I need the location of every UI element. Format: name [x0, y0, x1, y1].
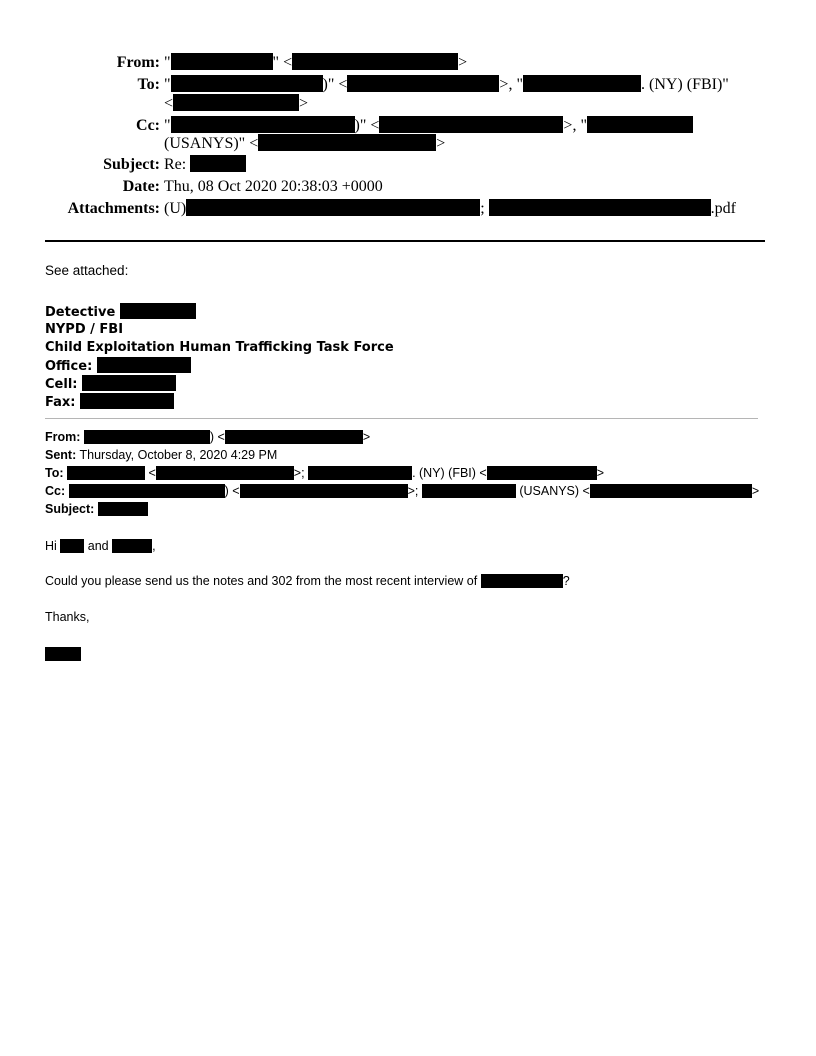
fwd-sent-label: Sent:: [45, 448, 77, 462]
address-open: )" <: [322, 76, 348, 93]
redaction-block: [84, 430, 210, 444]
redaction-block: [587, 116, 693, 133]
address-open: ) <: [209, 430, 225, 444]
redaction-block: [186, 199, 480, 216]
redaction-block: [487, 466, 597, 480]
forwarded-subject-line: [45, 500, 148, 518]
redaction-block: [112, 539, 152, 553]
address-close: >: [362, 430, 371, 444]
fwd-from-label: From:: [45, 430, 81, 444]
forwarded-cc-line: [45, 482, 759, 500]
forward-divider: [45, 418, 758, 419]
request-end: ?: [562, 574, 570, 588]
separator: >, ": [499, 76, 523, 93]
redaction-block: [67, 466, 145, 480]
fwd-cc-label: Cc:: [45, 484, 66, 498]
redaction-block: [240, 484, 408, 498]
signature-task-force: Child Exploitation Human Trafficking Task Force: [45, 340, 394, 355]
redaction-block: [120, 303, 196, 319]
fwd-subject-label: Subject:: [45, 502, 95, 516]
address-close: >: [751, 484, 760, 498]
address-open: )" <: [354, 117, 380, 134]
redaction-block: [80, 393, 174, 409]
signature-unit: NYPD / FBI: [45, 322, 124, 337]
quote: ": [164, 76, 171, 93]
redaction-block: [60, 539, 84, 553]
redaction-block: [69, 484, 225, 498]
to-affiliation: . (NY) (FBI) <: [412, 466, 487, 480]
redaction-block: [308, 466, 412, 480]
subject-label: Subject:: [103, 156, 160, 173]
redaction-block: [590, 484, 752, 498]
separator: >;: [407, 484, 419, 498]
address-close: >: [596, 466, 605, 480]
fwd-to-label: To:: [45, 466, 64, 480]
redaction-block: [523, 75, 641, 92]
signature-rank: Detective: [45, 305, 116, 320]
redaction-block: [379, 116, 563, 133]
signature-fax-line: [45, 393, 174, 412]
redaction-block: [171, 75, 323, 92]
fwd-sent-value: Thursday, October 8, 2020 4:29 PM: [79, 448, 278, 462]
redaction-block: [347, 75, 499, 92]
redaction-block: [171, 116, 355, 133]
redaction-block: [422, 484, 516, 498]
forwarded-to-line: [45, 464, 604, 482]
quote: ": [164, 117, 171, 134]
redaction-block: [173, 94, 299, 111]
subject-prefix: Re:: [164, 156, 187, 173]
separator: >;: [293, 466, 305, 480]
greeting-comma: ,: [152, 539, 156, 553]
redaction-block: [97, 357, 191, 373]
cc-label: Cc:: [136, 117, 160, 134]
header-divider: [45, 240, 765, 242]
address-open: <: [164, 95, 174, 112]
redaction-block: [481, 574, 563, 588]
redaction-block: [82, 375, 176, 391]
redaction-block: [171, 53, 273, 70]
redaction-block: [190, 155, 246, 172]
forwarded-closing: Thanks,: [45, 610, 90, 624]
cc-affiliation: (USANYS)" <: [164, 135, 259, 152]
from-label: From:: [116, 54, 160, 71]
redaction-block: [258, 134, 436, 151]
signature-cell-line: [45, 375, 176, 394]
address-open: ) <: [224, 484, 240, 498]
address-open: " <: [272, 54, 293, 71]
request-text: Could you please send us the notes and 302 from the most recent interview of: [45, 574, 478, 588]
forwarded-request: [45, 572, 570, 590]
redaction-block: [225, 430, 363, 444]
attachment-extension: .pdf: [710, 200, 736, 217]
address-close: >: [436, 135, 446, 152]
message-intro: See attached:: [45, 263, 129, 278]
greeting-and: and: [87, 539, 109, 553]
redaction-block: [156, 466, 294, 480]
cell-label: Cell:: [45, 377, 78, 392]
cc-affiliation: (USANYS) <: [519, 484, 590, 498]
signature-rank-line: [45, 303, 196, 322]
address-close: >: [299, 95, 309, 112]
greeting-hi: Hi: [45, 539, 57, 553]
redaction-block: [292, 53, 458, 70]
to-label: To:: [137, 76, 160, 93]
forwarded-greeting: [45, 537, 156, 555]
quote: ": [164, 54, 171, 71]
fax-label: Fax:: [45, 395, 76, 410]
separator: >, ": [563, 117, 587, 134]
redaction-block: [45, 647, 81, 661]
forwarded-from-line: [45, 428, 370, 446]
address-open: <: [148, 466, 156, 480]
forwarded-signoff: [45, 645, 81, 663]
attachment-classification: (U): [164, 200, 187, 217]
date-value: Thu, 08 Oct 2020 20:38:03 +0000: [164, 178, 383, 195]
forwarded-sent-line: [45, 446, 277, 464]
office-label: Office:: [45, 359, 93, 374]
to-affiliation: . (NY) (FBI)": [640, 76, 729, 93]
date-label: Date:: [122, 178, 160, 195]
separator: ;: [480, 200, 485, 217]
attachments-label: Attachments:: [67, 200, 160, 217]
redaction-block: [489, 199, 711, 216]
signature-office-line: [45, 357, 191, 376]
address-close: >: [458, 54, 468, 71]
redaction-block: [98, 502, 148, 516]
